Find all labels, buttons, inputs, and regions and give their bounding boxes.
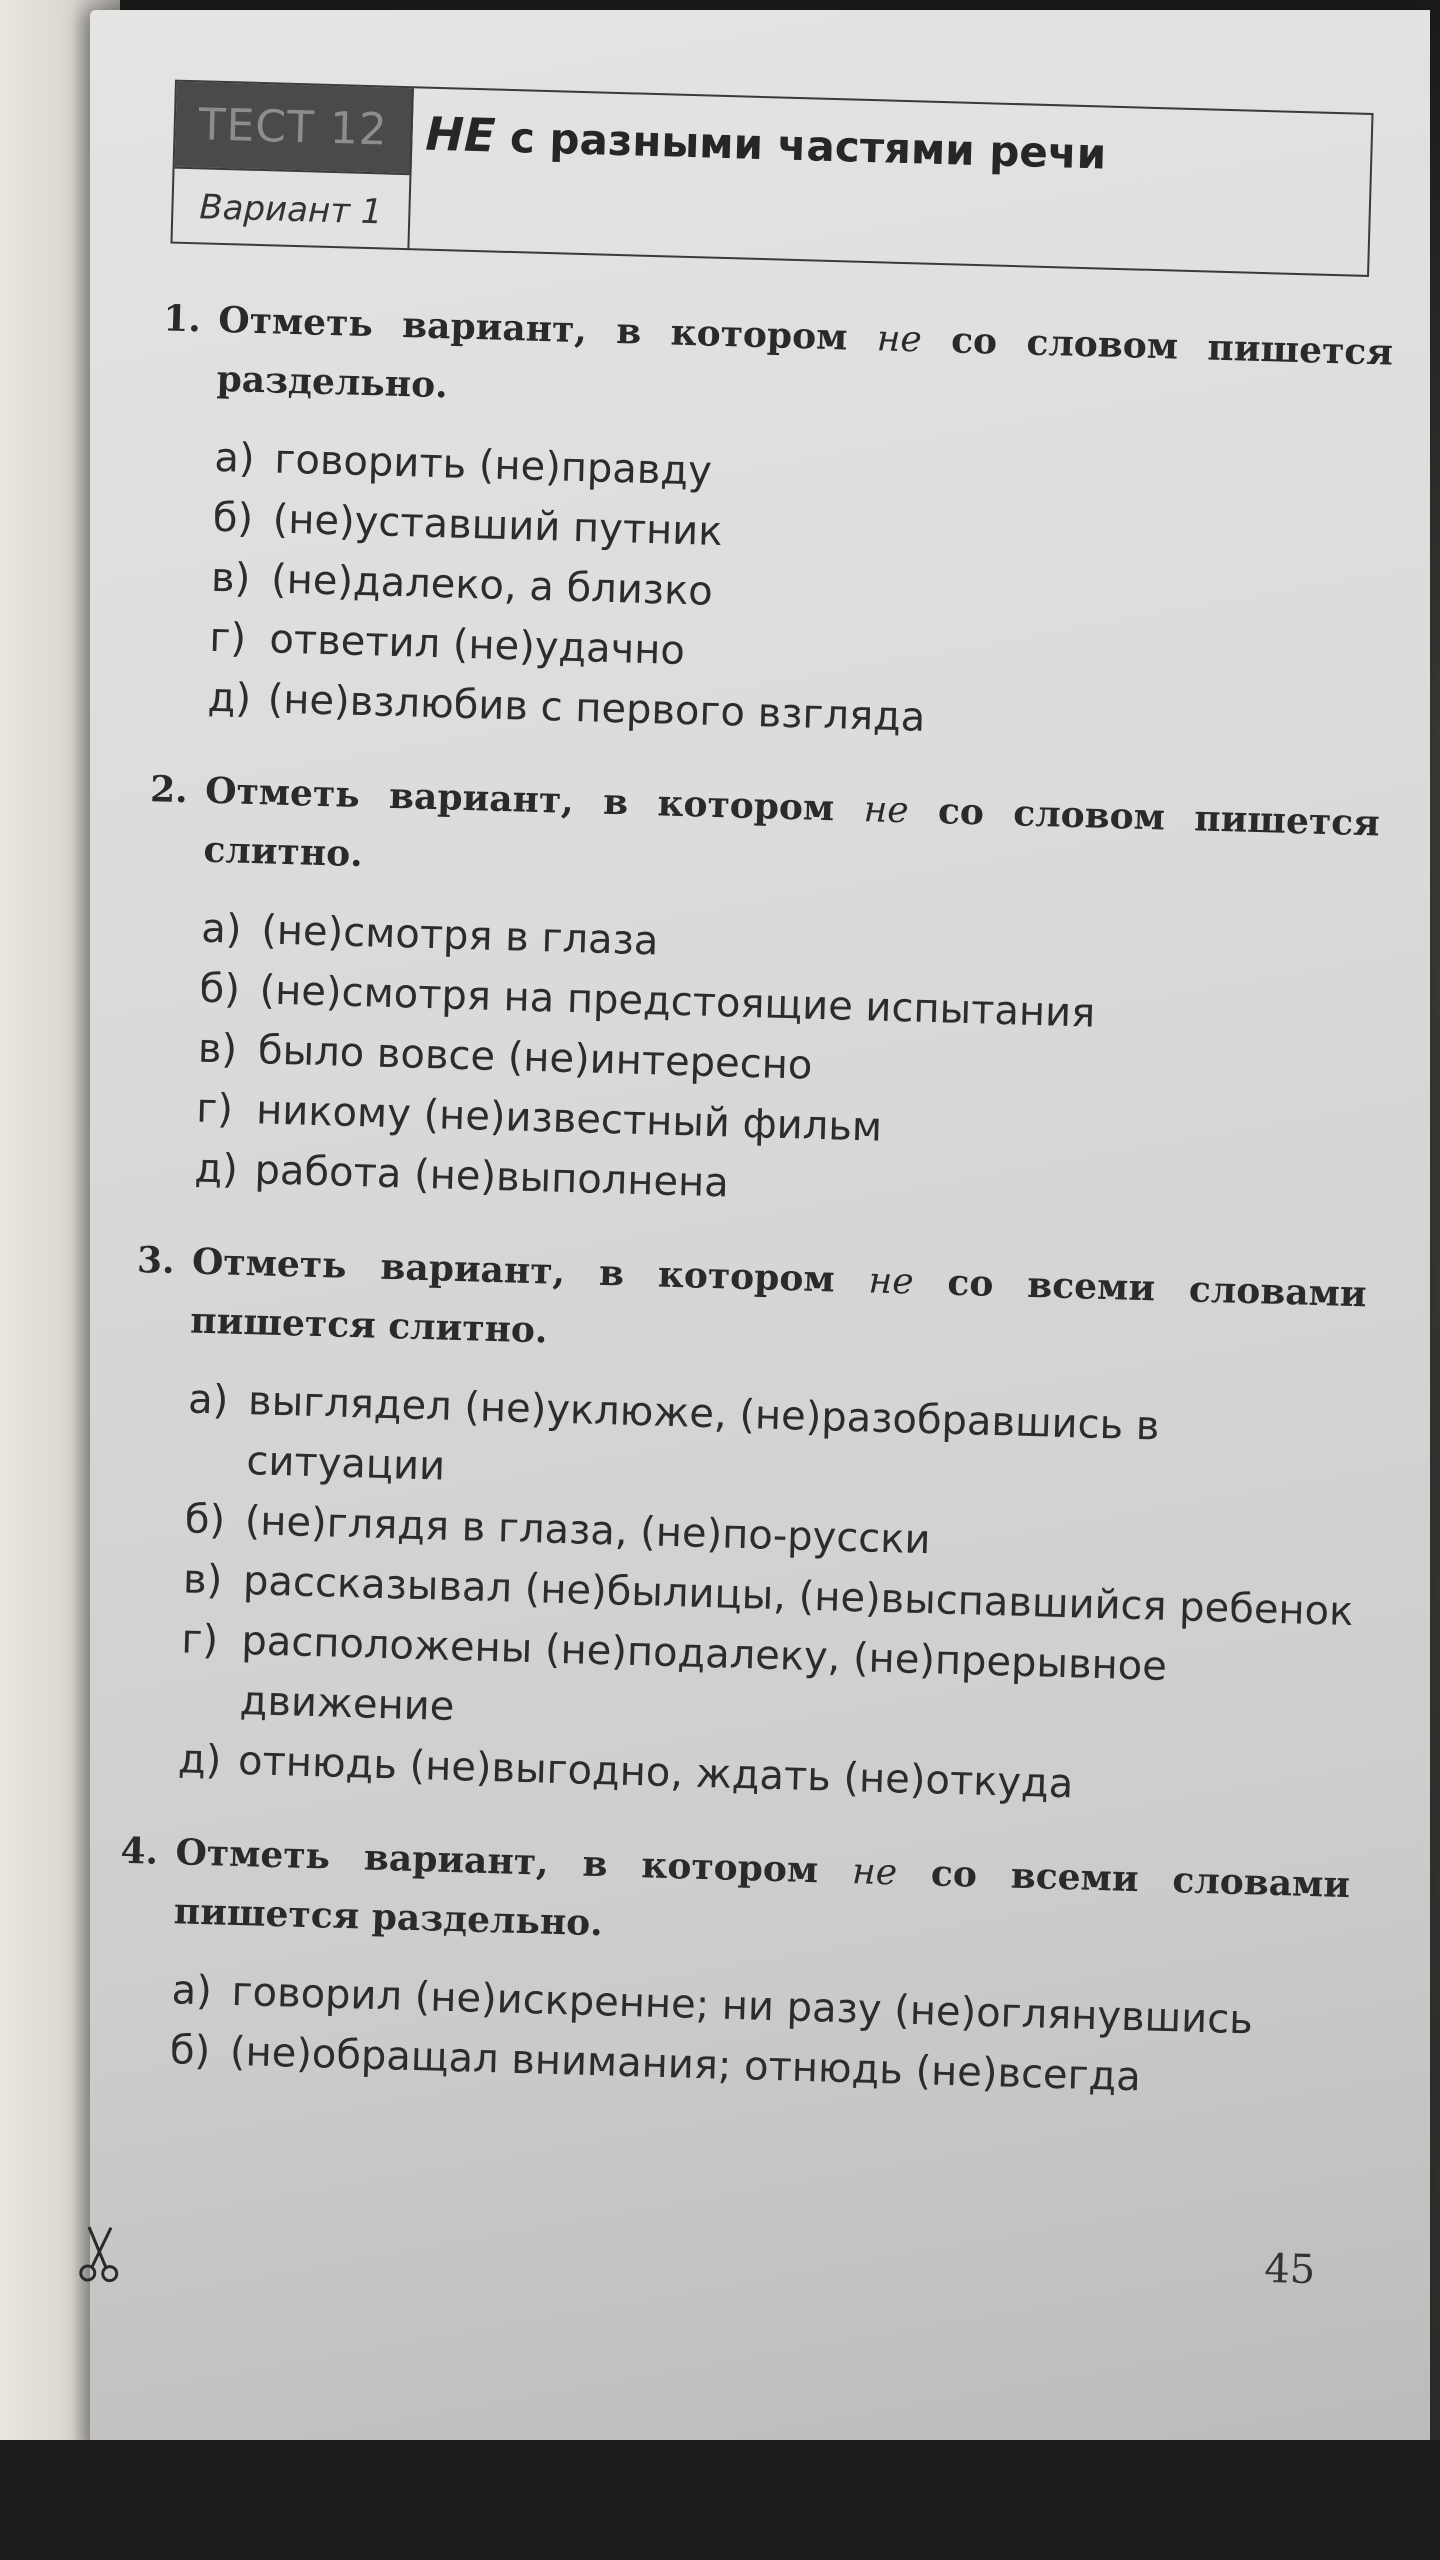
option-letter: в)	[182, 1556, 223, 1604]
option-letter: г)	[180, 1616, 219, 1664]
variant-label: Вариант 1	[198, 186, 384, 232]
option-letter: б)	[199, 965, 241, 1013]
option-text: (не)взлюбив с первого взгляда	[267, 676, 926, 741]
option-letter: в)	[210, 554, 251, 602]
option-letter: б)	[169, 2027, 211, 2075]
question-2-options	[139, 897, 1377, 1231]
option-text: никому (не)известный фильм	[255, 1087, 883, 1151]
option-text: расположены (не)подалеку, (не)прерывное движение	[239, 1618, 1168, 1730]
option-text: было вовсе (не)интересно	[257, 1027, 813, 1089]
option-text: (не)далеко, а близко	[270, 556, 714, 615]
option-letter: а)	[200, 905, 243, 953]
question-2-prompt	[148, 760, 1381, 911]
question-1	[152, 289, 1394, 760]
option-letter: а)	[213, 434, 256, 482]
option-letter: г)	[195, 1085, 234, 1133]
test-number: ТЕСТ 12	[197, 99, 389, 156]
topic-title	[425, 107, 1356, 187]
question-2	[139, 760, 1381, 1231]
option-text: работа (не)выполнена	[253, 1147, 730, 1207]
book-page	[90, 10, 1430, 2450]
option-letter: д)	[207, 674, 252, 722]
topic-rest: с разными частями речи	[494, 112, 1107, 179]
page-content-area	[49, 0, 1440, 2464]
question-4	[114, 1822, 1351, 2113]
option-text: ответил (не)удачно	[268, 616, 686, 675]
option-letter: д)	[177, 1736, 223, 1784]
question-2-number: 2.	[149, 768, 189, 812]
option-text: рассказывал (не)былицы, (не)выспавшийся ребенок	[242, 1558, 1354, 1636]
page-number: 45	[1263, 2245, 1316, 2294]
question-1-prompt	[161, 289, 1394, 440]
question-1-text: Отметь вариант, в котором не со словом пишется раздельно.	[216, 298, 1394, 407]
option-letter: а)	[171, 1967, 213, 2015]
option-letter: а)	[187, 1376, 229, 1424]
question-2-text: Отметь вариант, в котором не со словом пишется слитно.	[202, 769, 1381, 876]
topic-ne: НЕ	[424, 106, 497, 163]
option-letter: б)	[212, 494, 254, 542]
option-text: (не)смотря на предстоящие испытания	[258, 967, 1096, 1037]
questions-list	[113, 289, 1393, 2147]
option-text: (не)глядя в глаза, (не)по-русски	[244, 1498, 932, 1564]
option-text: (не)смотря в глаза	[260, 907, 660, 965]
question-4-prompt	[118, 1822, 1351, 1973]
option-text: говорить (не)правду	[273, 436, 713, 495]
option-letter: в)	[197, 1025, 238, 1073]
test-header	[170, 80, 1373, 277]
question-3	[122, 1231, 1367, 1822]
test-number-cell	[175, 82, 414, 174]
question-3-options	[122, 1368, 1363, 1822]
option-text: выглядел (не)уклюже, (не)разобравшись в ситуации	[245, 1378, 1161, 1490]
question-1-options	[152, 426, 1390, 760]
scissors-icon	[75, 2223, 123, 2284]
option-text: говорил (не)искренне; ни разу (не)оглянувшись	[231, 1968, 1254, 2044]
question-3-prompt	[135, 1231, 1368, 1382]
question-3-number: 3.	[136, 1238, 176, 1283]
option-letter: б)	[184, 1496, 226, 1544]
question-4-options	[114, 1959, 1347, 2113]
question-4-number: 4.	[119, 1829, 159, 1873]
question-4-text: Отметь вариант, в котором не со всеми словами пишется раздельно.	[173, 1831, 1351, 1945]
option-text: (не)обращал внимания; отнюдь (не)всегда	[229, 2028, 1142, 2101]
question-3-text: Отметь вариант, в котором не со всеми словами пишется слитно.	[189, 1240, 1368, 1352]
table-surface	[0, 2440, 1440, 2560]
question-1-number: 1.	[162, 297, 202, 341]
option-letter: г)	[208, 614, 247, 662]
variant-cell	[172, 167, 411, 251]
option-text: отнюдь (не)выгодно, ждать (не)откуда	[237, 1737, 1074, 1808]
option-letter: д)	[193, 1145, 239, 1193]
option-text: (не)уставший путник	[272, 496, 724, 556]
